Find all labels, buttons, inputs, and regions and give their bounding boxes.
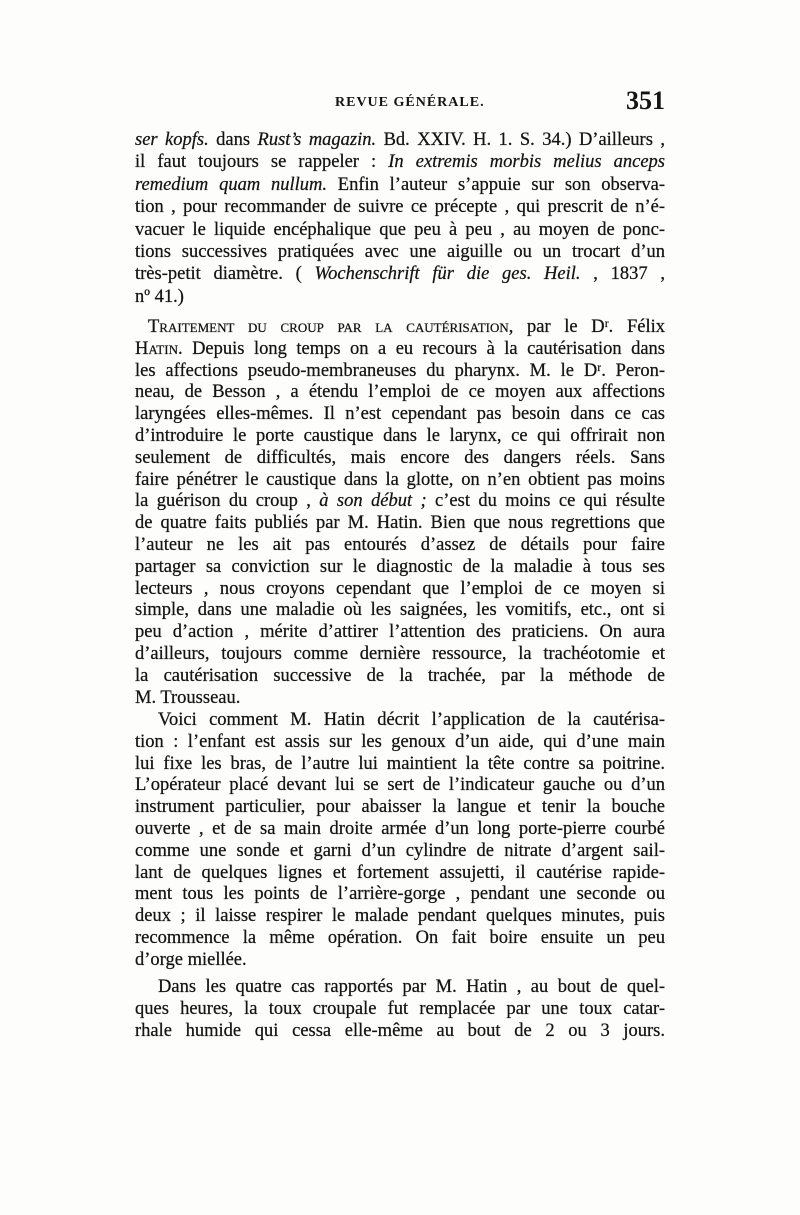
text-run: tion : l’enfant est assis sur les genoux d’un aide, qui d’une main bbox=[135, 731, 665, 752]
text-line bbox=[135, 339, 665, 361]
paragraph bbox=[135, 976, 665, 1042]
text-line bbox=[135, 884, 665, 906]
text-run: faire pénétrer le caustique dans la glotte, on n’en obtient pas moins bbox=[135, 469, 665, 490]
text-run: il faut toujours se rappeler : bbox=[135, 152, 389, 173]
italic-text-run: Rust’s magazin. bbox=[257, 130, 377, 150]
text-line bbox=[135, 535, 665, 557]
text-run: peu d’action , mérite d’attirer l’attention des praticiens. On aura bbox=[135, 622, 665, 643]
text-line bbox=[135, 710, 665, 732]
text-line bbox=[135, 286, 665, 308]
text-run: lecteurs , nous croyons cependant que l’emploi de ce moyen si bbox=[135, 578, 665, 599]
text-run: . Depuis long temps on a eu recours à la cautérisation dans bbox=[177, 338, 665, 359]
text-line bbox=[135, 241, 665, 263]
text-line bbox=[135, 841, 665, 863]
text-run: , par le Dʳ. Félix bbox=[508, 317, 665, 337]
text-run: d’orge miellée. bbox=[135, 949, 247, 970]
text-line bbox=[135, 513, 665, 535]
italic-text-run: In extremis morbis melius anceps bbox=[388, 152, 665, 173]
text-run: instrument particulier, pour abaisser la langue et tenir la bouche bbox=[135, 797, 665, 818]
italic-text-run: remedium quam nullum. bbox=[135, 174, 327, 195]
italic-text-run: Wochenschrift für die ges. Heil. bbox=[314, 264, 581, 285]
text-line bbox=[135, 1020, 665, 1042]
text-line bbox=[135, 732, 665, 754]
text-run: tions successives pratiquées avec une aiguille ou un trocart d’un bbox=[135, 241, 665, 262]
text-line bbox=[135, 196, 665, 218]
text-line bbox=[135, 263, 665, 285]
text-line bbox=[135, 928, 665, 950]
text-line bbox=[135, 174, 665, 196]
italic-text-run: ser kopfs. bbox=[135, 130, 209, 150]
text-run: très-petit diamètre. ( bbox=[135, 264, 315, 285]
text-line bbox=[135, 470, 665, 492]
text-run: dans bbox=[208, 130, 258, 150]
text-line bbox=[135, 382, 665, 404]
text-line bbox=[135, 129, 665, 151]
text-run: la guérison du croup , bbox=[135, 491, 320, 512]
text-run: recommence la même opération. On fait boire ensuite un peu bbox=[135, 927, 665, 948]
text-run: L’opérateur placé devant lui se sert de l’indicateur gauche ou d’un bbox=[135, 775, 665, 796]
text-line bbox=[135, 754, 665, 776]
text-run: d’introduire le porte caustique dans le larynx, ce qui offrirait non bbox=[135, 425, 665, 446]
text-run: Voici comment M. Hatin décrit l’application de la cautérisa- bbox=[158, 710, 665, 730]
text-line bbox=[135, 600, 665, 622]
page-number: 351 bbox=[626, 86, 665, 115]
paragraph bbox=[135, 317, 665, 709]
paragraph bbox=[135, 129, 665, 308]
italic-text-run: à son début ; bbox=[319, 491, 427, 512]
text-run: deux ; il laisse respirer le malade pendant quelques minutes, puis bbox=[135, 906, 665, 927]
text-run: ment tous les points de l’arrière-gorge , pendant une seconde ou bbox=[135, 884, 665, 905]
text-run: d’ailleurs, toujours comme dernière ressource, la trachéotomie et bbox=[135, 643, 665, 664]
text-line bbox=[135, 998, 665, 1020]
small-caps-text-run: Hatin bbox=[135, 338, 178, 359]
text-line bbox=[135, 557, 665, 579]
text-line bbox=[135, 863, 665, 885]
text-line bbox=[135, 491, 665, 513]
text-run: Enfin l’auteur s’appuie sur son observa- bbox=[327, 174, 665, 195]
text-line bbox=[135, 950, 665, 972]
text-run: de quatre faits publiés par M. Hatin. Bien que nous regrettions que bbox=[135, 513, 665, 534]
text-run: comme une sonde et garni d’un cylindre de nitrate d’argent sail- bbox=[135, 840, 665, 861]
text-run: la cautérisation successive de la trachée, par la méthode de bbox=[135, 665, 665, 686]
text-run: lui fixe les bras, de l’autre lui maintient la tête contre sa poitrine. bbox=[135, 753, 665, 774]
text-run: les affections pseudo-membraneuses du pharynx. M. le Dʳ. Peron- bbox=[135, 360, 665, 381]
text-run: ouverte , et de sa main droite armée d’un long porte-pierre courbé bbox=[135, 818, 665, 839]
text-run: laryngées elles-mêmes. Il n’est cependant pas besoin dans ce cas bbox=[135, 404, 665, 425]
text-run: nº 41.) bbox=[135, 286, 184, 307]
text-line bbox=[135, 448, 665, 470]
text-run: ques heures, la toux croupale fut remplacée par une toux catar- bbox=[135, 999, 665, 1019]
text-line bbox=[135, 819, 665, 841]
text-run: Dans les quatre cas rapportés par M. Hatin , au bout de quel- bbox=[158, 977, 665, 997]
text-run: lant de quelques lignes et fortement assujetti, il cautérise rapide- bbox=[135, 862, 665, 883]
text-run: tion , pour recommander de suivre ce précepte , qui prescrit de n’é- bbox=[135, 197, 665, 218]
text-line bbox=[135, 622, 665, 644]
text-line bbox=[135, 404, 665, 426]
paragraph bbox=[135, 710, 665, 972]
text-run: seulement de difficultés, mais encore des dangers réels. Sans bbox=[135, 447, 665, 468]
text-line bbox=[135, 688, 665, 710]
text-line bbox=[135, 666, 665, 688]
text-run: l’auteur ne les ait pas entourés d’assez de détails pour faire bbox=[135, 534, 665, 555]
text-line bbox=[135, 644, 665, 666]
small-caps-text-run: Traitement du croup par la cautérisation bbox=[148, 317, 509, 337]
text-line bbox=[135, 317, 665, 339]
text-run: c’est du moins ce qui résulte bbox=[426, 491, 665, 512]
text-run: Bd. XXIV. H. 1. S. 34.) D’ailleurs , bbox=[376, 130, 665, 150]
text-line bbox=[135, 775, 665, 797]
text-line bbox=[135, 797, 665, 819]
text-run: partager sa conviction sur le diagnostic de la maladie à tous ses bbox=[135, 556, 665, 577]
text-line bbox=[135, 151, 665, 173]
running-title: REVUE GÉNÉRALE. bbox=[335, 95, 485, 110]
page-body bbox=[135, 129, 665, 1049]
text-line bbox=[135, 361, 665, 383]
text-line bbox=[135, 976, 665, 998]
text-run: vacuer le liquide encéphalique que peu à peu , au moyen de ponc- bbox=[135, 219, 665, 240]
text-run: M. Trousseau. bbox=[135, 687, 241, 708]
running-head bbox=[135, 88, 665, 116]
text-run: rhale humide qui cessa elle-même au bout de 2 ou 3 jours. bbox=[135, 1021, 665, 1041]
text-run: neau, de Besson , a étendu l’emploi de ce moyen aux affections bbox=[135, 382, 665, 403]
text-run: simple, dans une maladie où les saignées, les vomitifs, etc., ont si bbox=[135, 600, 665, 621]
text-run: , 1837 , bbox=[580, 264, 665, 285]
text-line bbox=[135, 426, 665, 448]
text-line bbox=[135, 219, 665, 241]
text-line bbox=[135, 579, 665, 601]
text-line bbox=[135, 906, 665, 928]
